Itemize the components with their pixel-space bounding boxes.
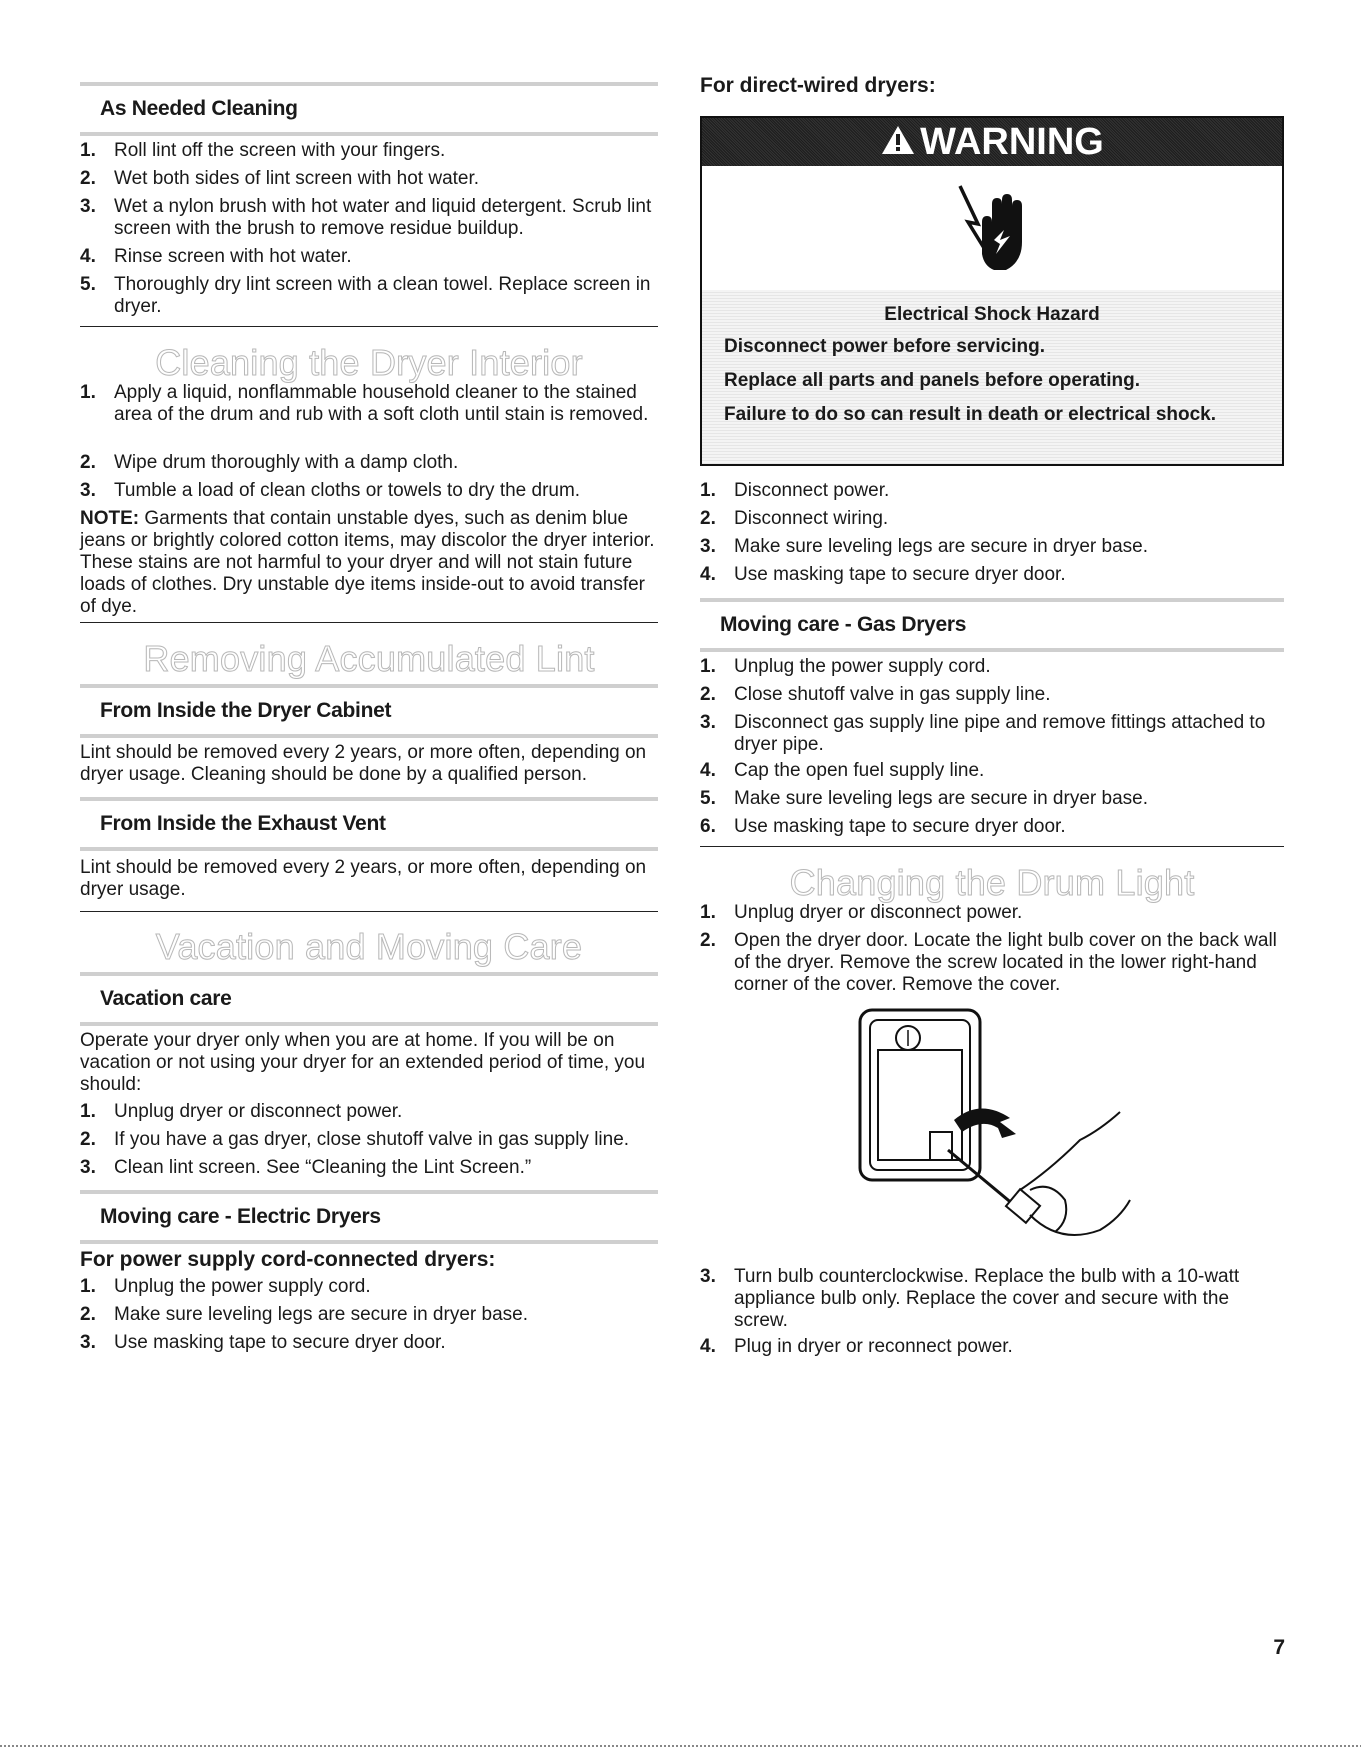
vacation-intro: Operate your dryer only when you are at home. If you will be on vacation or not using your dryer for an extended period of time, you should: <box>80 1030 646 1095</box>
bulb-cover-illustration <box>850 1000 1150 1250</box>
drum-light-section-title: Changing the Drum Light <box>789 862 1195 903</box>
page-number: 7 <box>1273 1636 1285 1659</box>
moving-electric-heading-band <box>80 1190 658 1244</box>
warning-triangle-icon <box>880 120 916 168</box>
direct-wired-subheading: For direct-wired dryers: <box>700 74 936 97</box>
warning-header <box>702 118 1282 166</box>
vent-heading: From Inside the Exhaust Vent <box>100 812 386 835</box>
as-needed-heading-band <box>80 82 658 136</box>
cabinet-heading: From Inside the Dryer Cabinet <box>100 699 392 722</box>
moving-gas-heading-band <box>700 598 1284 652</box>
warning-line: Failure to do so can result in death or electrical shock. <box>724 404 1217 425</box>
lint-section-title: Removing Accumulated Lint <box>143 638 595 679</box>
section-divider <box>80 622 658 623</box>
warning-line: Disconnect power before servicing. <box>724 336 1045 357</box>
note-text: Garments that contain unstable dyes, such as denim blue jeans or brightly colored cotton items, may discolor the dryer interior. These stains are not harmful to your dryer and will not stain future loads of clothes. Dry unstable dye items inside-out to avoid transfer of dye. <box>80 508 655 617</box>
warning-line: Replace all parts and panels before operating. <box>724 370 1141 391</box>
warning-icon-area <box>702 166 1282 292</box>
cabinet-heading-band <box>80 684 658 738</box>
warning-body <box>702 290 1282 464</box>
cabinet-text: Lint should be removed every 2 years, or more often, depending on dryer usage. Cleaning should be done by a qualified person. <box>80 742 647 785</box>
electric-shock-hand-icon <box>950 184 1040 279</box>
as-needed-heading: As Needed Cleaning <box>100 97 298 120</box>
vent-heading-band <box>80 797 658 851</box>
section-divider <box>80 911 658 912</box>
vacation-section-title: Vacation and Moving Care <box>155 926 583 967</box>
warning-hazard: Electrical Shock Hazard <box>884 304 1100 325</box>
warning-label: WARNING <box>920 121 1104 163</box>
moving-electric-heading: Moving care - Electric Dryers <box>100 1205 381 1228</box>
note-label: NOTE: <box>80 508 140 529</box>
vent-text: Lint should be removed every 2 years, or more often, depending on dryer usage. <box>80 857 647 900</box>
section-divider <box>80 326 658 327</box>
vacation-heading: Vacation care <box>100 987 232 1010</box>
warning-box <box>700 116 1284 466</box>
vacation-heading-band <box>80 972 658 1026</box>
section-divider <box>700 846 1284 847</box>
bottom-border <box>0 1745 1361 1747</box>
cord-connected-subheading: For power supply cord-connected dryers: <box>80 1248 496 1271</box>
moving-gas-heading: Moving care - Gas Dryers <box>720 613 967 636</box>
interior-section-title: Cleaning the Dryer Interior <box>155 342 583 383</box>
interior-note <box>80 508 658 618</box>
